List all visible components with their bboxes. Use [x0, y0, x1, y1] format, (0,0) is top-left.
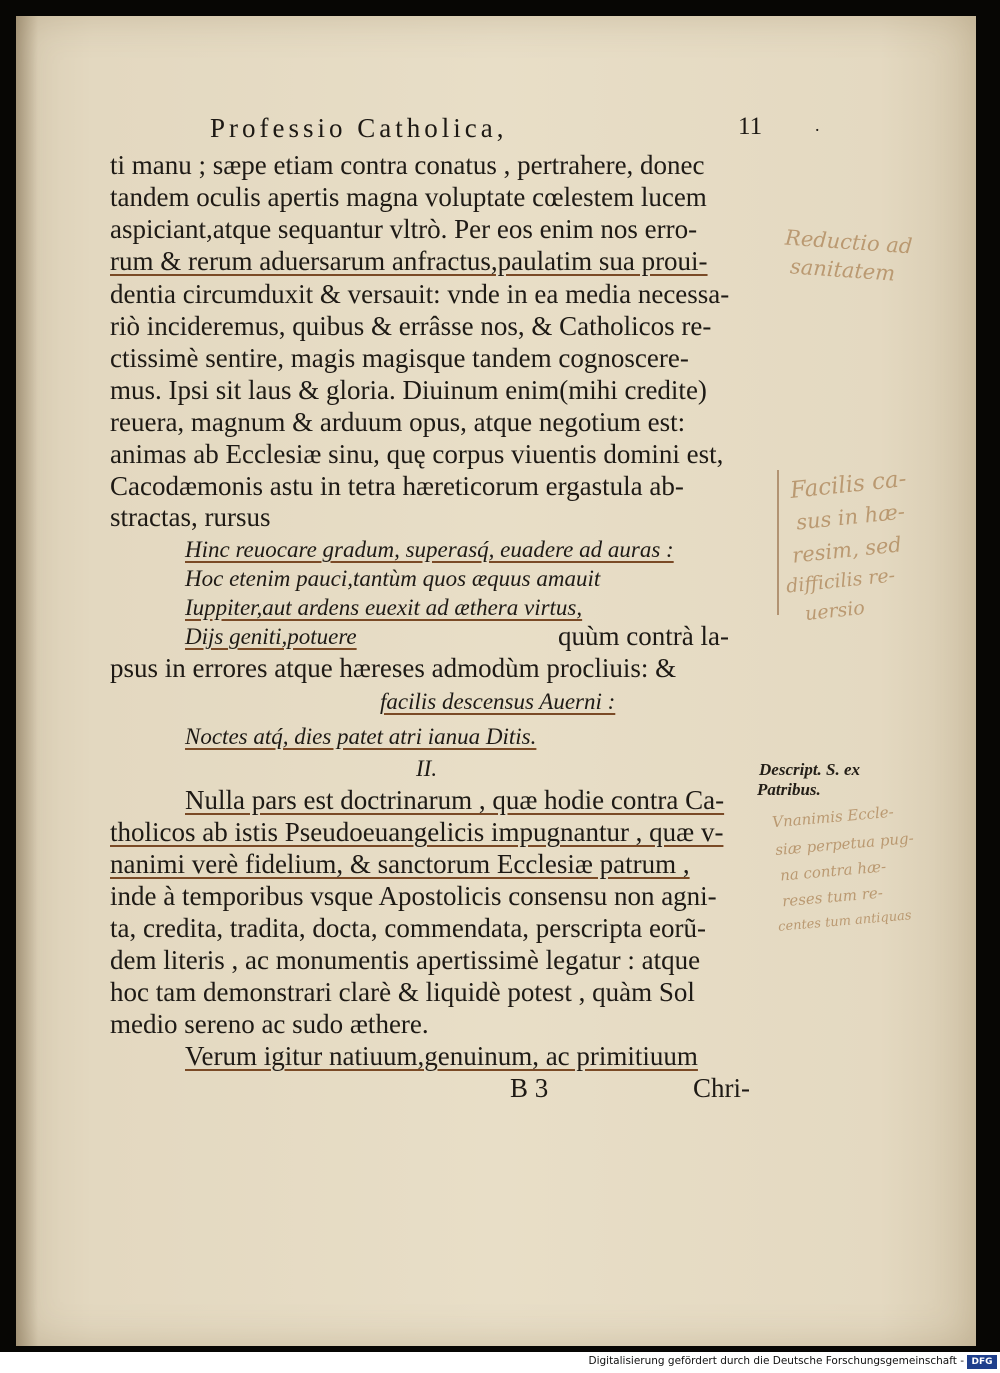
verse-line: facilis descensus Auerni : [380, 689, 616, 714]
text-line: Cacodæmonis astu in tetra hæreticorum ergastula ab- [110, 471, 684, 501]
handwritten-note-line: siæ perpetua pug- [774, 828, 915, 860]
section-number: II. [416, 756, 438, 781]
head-mark: . [815, 115, 820, 135]
text-line: stractas, rursus [110, 502, 271, 532]
page-number: 11 [738, 113, 763, 140]
text-line: Verum igitur natiuum,genuinum, ac primitiuum [185, 1041, 698, 1071]
handwritten-note-line: centes tum antiquas [777, 908, 913, 935]
printed-marginal-note-2: Patribus. [757, 780, 821, 799]
text-line: aspiciant,atque sequantur vltrò. Per eos enim nos erro- [110, 214, 698, 244]
text-line: dentia circumduxit & versauit: vnde in ea media necessa- [110, 279, 730, 309]
verse-line: Hoc etenim pauci,tantùm quos æquus amauit [185, 566, 601, 591]
page-gutter-shadow [16, 16, 38, 1346]
handwritten-note-line: sus in hæ- [795, 499, 906, 535]
text-line: inde à temporibus vsque Apostolicis consensu non agni- [110, 881, 717, 911]
verse-line: Noctes atq́, dies patet atri ianua Ditis. [185, 724, 537, 749]
funding-credit: Digitalisierung gefördert durch die Deutsche Forschungsgemeinschaft - [588, 1355, 964, 1367]
handwritten-note-line: Reductio ad [784, 225, 914, 259]
text-line: Nulla pars est doctrinarum , quæ hodie contra Ca- [185, 785, 725, 815]
text-line: animas ab Ecclesiæ sinu, quę corpus viuentis domini est, [110, 439, 724, 469]
text-line: mus. Ipsi sit laus & gloria. Diuinum enim(mihi credite) [110, 375, 707, 405]
signature-mark: B 3 [510, 1073, 549, 1103]
text-line: ctissimè sentire, magis magisque tandem cognoscere- [110, 343, 689, 373]
text-line: dem literis , ac monumentis apertissimè legatur : atque [110, 945, 701, 975]
handwritten-note-line: reses tum re- [781, 883, 884, 911]
text-line: reuera, magnum & arduum opus, atque negotium est: [110, 407, 686, 437]
text-line: ta, credita, tradita, docta, commendata, perscripta eorũ- [110, 913, 706, 943]
catchword: Chri- [693, 1073, 750, 1103]
text-line: ti manu ; sæpe etiam contra conatus , pertrahere, donec [110, 150, 705, 180]
text-line: hoc tam demonstrari clarè & liquidè potest , quàm Sol [110, 977, 695, 1007]
handwritten-note-line: Facilis ca- [788, 465, 908, 505]
text-line: medio sereno ac sudo æthere. [110, 1009, 429, 1039]
dfg-logo: DFG [967, 1355, 997, 1369]
text-line: psus in errores atque hæreses admodùm procliuis: & [110, 653, 677, 683]
handwritten-note-line: Vnanimis Eccle- [771, 802, 895, 832]
text-line: tandem oculis apertis magna voluptate cœlestem lucem [110, 182, 707, 212]
handwritten-note-line: resim, sed [791, 532, 903, 568]
verse-line: Iuppiter,aut ardens euexit ad æthera virtus, [185, 595, 583, 620]
handwritten-note-line: sanitatem [789, 254, 896, 286]
text-line: tholicos ab istis Pseudoeuangelicis impugnantur , quæ v- [110, 817, 724, 847]
verse-line: Dijs geniti,potuere [185, 624, 357, 649]
verse-line: Hinc reuocare gradum, superasq́, euadere ad auras : [185, 537, 674, 562]
handwritten-note-line: uersio [804, 596, 866, 626]
running-head-title: Professio Catholica, [210, 113, 508, 143]
printed-marginal-note-1: Descript. S. ex [759, 760, 861, 779]
text-line: rum & rerum aduersarum anfractus,paulatim sua proui- [110, 246, 708, 276]
running-head [210, 113, 820, 147]
footer-bar [0, 1352, 1000, 1373]
handwritten-note-line: na contra hæ- [779, 857, 887, 885]
text-line: nanimi verè fidelium, & sanctorum Ecclesiæ patrum , [110, 849, 690, 879]
handwritten-note-line: difficilis re- [785, 564, 897, 598]
text-line: quùm contrà la- [558, 621, 729, 651]
text-line: riò incideremus, quibus & errâsse nos, & Catholicos re- [110, 311, 712, 341]
handwritten-brace [777, 470, 779, 615]
